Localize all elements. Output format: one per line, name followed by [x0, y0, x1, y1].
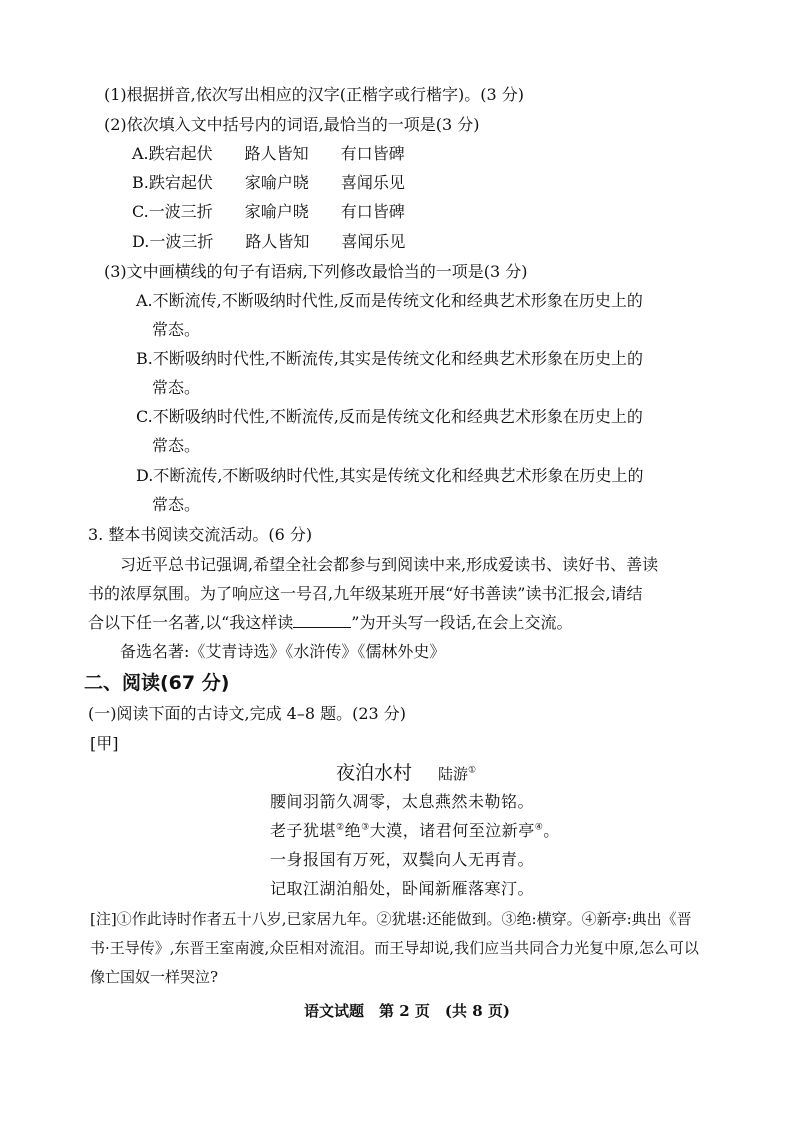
- q3-para-line1: 习近平总书记强调,希望全社会都参与到阅读中来,形成爱读书、读好书、善读: [120, 555, 659, 574]
- poem-line-4: 记取江湖泊船处，卧闻新雁落寒汀。: [270, 879, 535, 898]
- poem-header: [336, 762, 476, 785]
- q2-sub2: (2)依次填入文中括号内的词语,最恰当的一项是(3 分): [104, 115, 480, 134]
- q2-sub2-option-a: A.跌宕起伏 路人皆知 有口皆碑: [132, 144, 405, 163]
- poem-line-3: 一身报国有万死，双鬓向人无再青。: [270, 850, 535, 869]
- note-line-3: 像亡国奴一样哭泣?: [90, 968, 219, 986]
- poem-title: 夜泊水村: [336, 762, 413, 784]
- note-mark: ①: [468, 765, 477, 776]
- q2-sub3: (3)文中画横线的句子有语病,下列修改最恰当的一项是(3 分): [104, 262, 528, 281]
- poem-line-2: 老子犹堪②绝③大漠，诸君何至泣新亭④。: [270, 821, 560, 840]
- q2-sub3-option-c: C.不断吸纳时代性,不断流传,反而是传统文化和经典艺术形象在历史上的: [136, 407, 643, 426]
- q2-sub3-option-b-cont: 常态。: [152, 378, 201, 397]
- q3-para-line3: 合以下任一名著,以“我这样读 ”为开头写一段话,在会上交流。: [88, 613, 573, 632]
- note-line-1: [注]①作此诗时作者五十八岁,已家居九年。②犹堪:还能做到。③绝:横穿。④新亭:典出《晋: [90, 910, 692, 928]
- poem-author: 陆游: [438, 765, 469, 783]
- note-line-2: 书·王导传》,东晋王室南渡,众臣相对流泪。而王导却说,我们应当共同合力光复中原,怎么可以: [90, 939, 699, 957]
- page-footer: 语文试题 第 2 页 (共 8 页): [304, 1002, 510, 1020]
- q2-sub1: (1)根据拼音,依次写出相应的汉字(正楷字或行楷字)。(3 分): [104, 85, 524, 104]
- section2-sub-heading: (一)阅读下面的古诗文,完成 4–8 题。(23 分): [88, 704, 407, 723]
- q2-sub3-option-c-cont: 常态。: [152, 436, 201, 455]
- answer-blank: [293, 613, 351, 628]
- q2-sub2-option-c: C.一波三折 家喻户晓 有口皆碑: [132, 202, 405, 221]
- q2-sub3-option-b: B.不断吸纳时代性,不断流传,其实是传统文化和经典艺术形象在历史上的: [136, 349, 644, 368]
- section2-heading: 二、阅读(67 分): [84, 672, 230, 694]
- q2-sub3-option-d-cont: 常态。: [152, 495, 201, 514]
- q2-sub3-option-a-cont: 常态。: [152, 320, 201, 339]
- q2-sub3-option-d: D.不断流传,不断吸纳时代性,其实是传统文化和经典艺术形象在历史上的: [136, 466, 644, 485]
- q2-sub2-option-d: D.一波三折 路人皆知 喜闻乐见: [132, 232, 406, 251]
- q2-sub3-option-a: A.不断流传,不断吸纳时代性,反而是传统文化和经典艺术形象在历史上的: [136, 291, 643, 310]
- q2-sub2-option-b: B.跌宕起伏 家喻户晓 喜闻乐见: [132, 173, 405, 192]
- q3-title: 3. 整本书阅读交流活动。(6 分): [88, 525, 313, 544]
- passage-label-jia: [甲]: [90, 734, 119, 753]
- poem-line-1: 腰间羽箭久凋零，太息燕然未勒铭。: [270, 792, 535, 811]
- q3-books: 备选名著:《艾青诗选》《水浒传》《儒林外史》: [120, 642, 446, 661]
- q3-para-line2: 书的浓厚氛围。为了响应这一号召,九年级某班开展“好书善读”读书汇报会,请结: [88, 584, 643, 603]
